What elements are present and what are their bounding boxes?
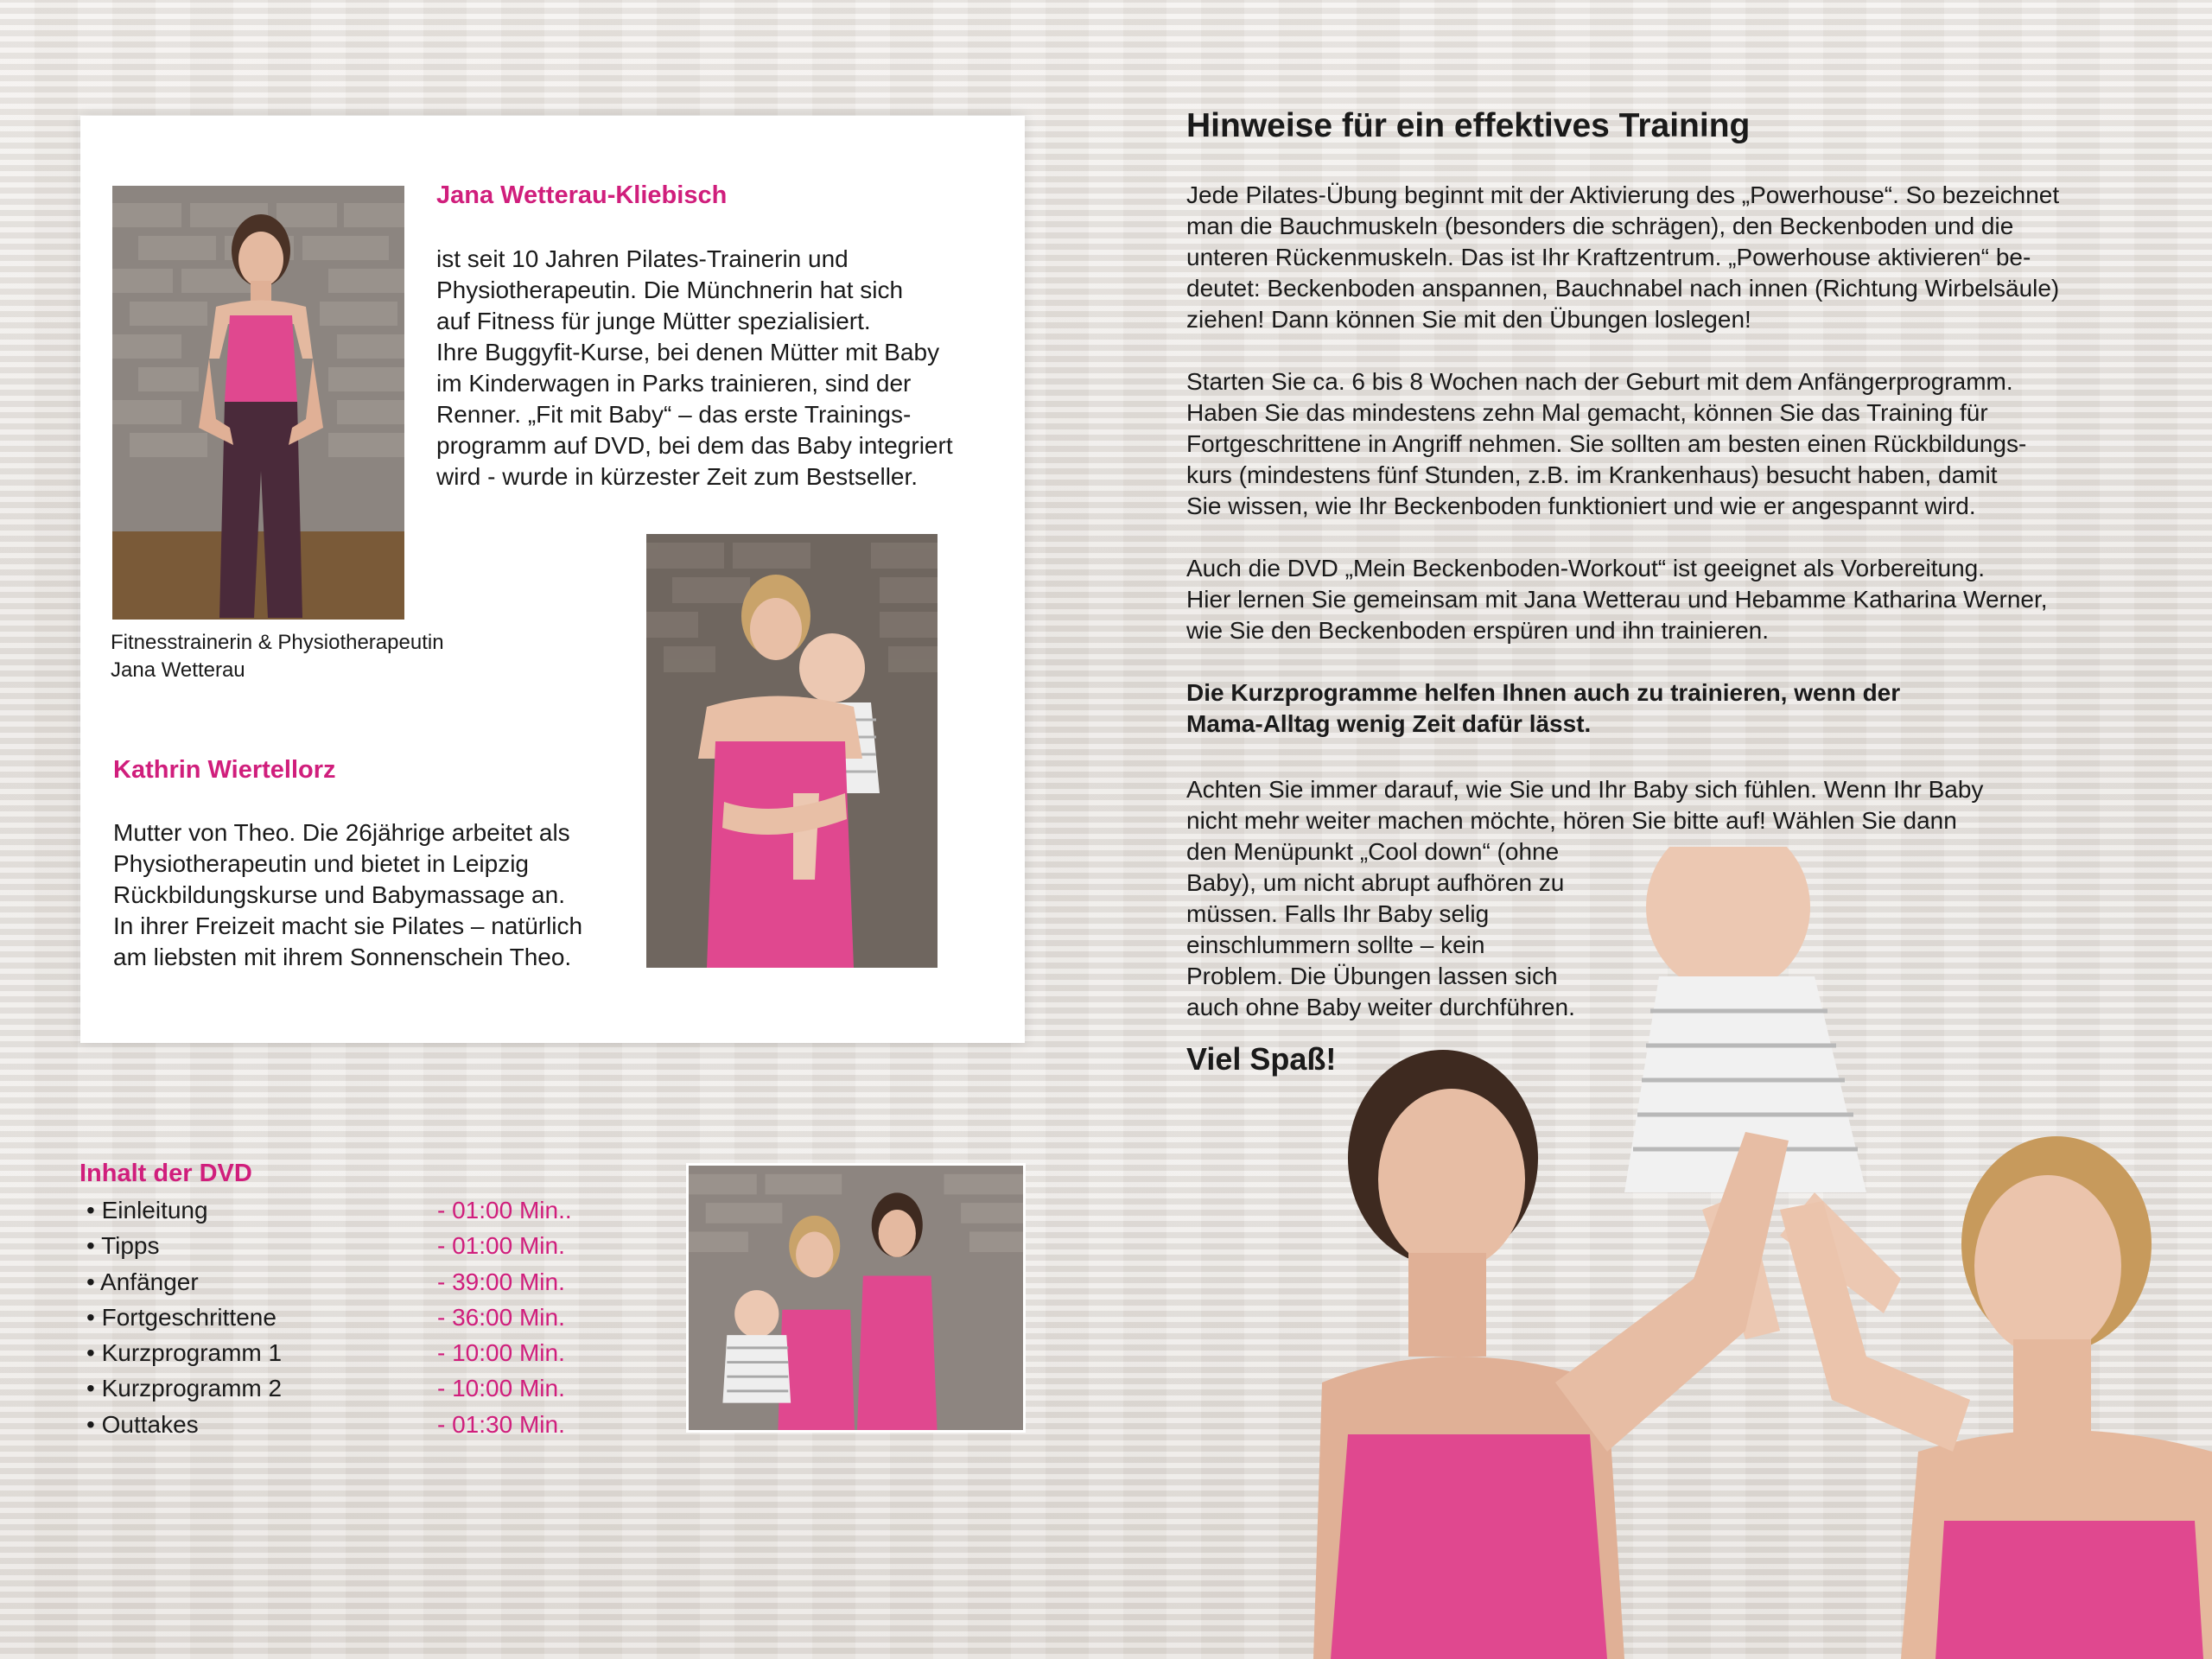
bio-line: Physiotherapeutin und bietet in Leipzig — [113, 850, 530, 877]
trainer2-bio — [113, 817, 582, 973]
dvd-item-name: • Einleitung — [86, 1197, 208, 1224]
photo-kathrin-with-baby — [646, 534, 938, 968]
caption-line: Fitnesstrainerin & Physiotherapeutin — [111, 631, 444, 654]
bio-line: Physiotherapeutin. Die Münchnerin hat sich — [436, 276, 904, 303]
text-line: einschlummern sollte – kein — [1186, 931, 1485, 958]
text-line: müssen. Falls Ihr Baby selig — [1186, 900, 1490, 927]
text-line: den Menüpunkt „Cool down“ (ohne — [1186, 838, 1560, 865]
bio-line: In ihrer Freizeit macht sie Pilates – natürlich — [113, 912, 583, 939]
text-line: Mama-Alltag wenig Zeit dafür lässt. — [1186, 710, 1592, 737]
hints-paragraph-3 — [1186, 553, 2137, 646]
text-line: Baby), um nicht abrupt aufhören zu — [1186, 869, 1565, 896]
dvd-heading: Inhalt der DVD — [79, 1160, 252, 1187]
dvd-item — [86, 1192, 639, 1228]
photo-jana-wetterau — [112, 186, 404, 620]
text-line: man die Bauchmuskeln (besonders die schrägen), den Beckenboden und die — [1186, 213, 2014, 239]
trainer1-bio — [436, 244, 953, 493]
text-line: unteren Rückenmuskeln. Das ist Ihr Kraftzentrum. „Powerhouse aktivieren“ be- — [1186, 244, 2031, 270]
dvd-item-duration: - 01:00 Min. — [437, 1232, 565, 1260]
dvd-item-name: • Kurzprogramm 2 — [86, 1375, 282, 1402]
dvd-item-duration: - 36:00 Min. — [437, 1303, 565, 1331]
text-line: Jede Pilates-Übung beginnt mit der Aktivierung des „Powerhouse“. So bezeichnet — [1186, 181, 2060, 208]
bio-line: programm auf DVD, bei dem das Baby integriert — [436, 432, 953, 459]
hints-paragraph-2 — [1186, 366, 2137, 522]
dvd-item-duration: - 01:30 Min. — [437, 1410, 565, 1438]
text-line: Starten Sie ca. 6 bis 8 Wochen nach der Geburt mit dem Anfängerprogramm. — [1186, 368, 2013, 395]
caption-line: Jana Wetterau — [111, 658, 245, 682]
text-line: wie Sie den Beckenboden erspüren und ihn trainieren. — [1186, 617, 1770, 644]
dvd-item — [86, 1300, 639, 1335]
dvd-item-name: • Anfänger — [86, 1268, 199, 1295]
text-line: Problem. Die Übungen lassen sich — [1186, 963, 1558, 989]
text-line: kurs (mindestens fünf Stunden, z.B. im Krankenhaus) besucht haben, damit — [1186, 461, 1998, 488]
bio-line: ist seit 10 Jahren Pilates-Trainerin und — [436, 245, 849, 272]
photo-caption — [111, 629, 444, 684]
bio-line: Ihre Buggyfit-Kurse, bei denen Mütter mit Baby — [436, 339, 940, 365]
closing-line: Viel Spaß! — [1186, 1041, 1337, 1077]
text-line: Sie wissen, wie Ihr Beckenboden funktioniert und wie er angespannt wird. — [1186, 493, 1976, 519]
dvd-item — [86, 1228, 639, 1263]
text-line: Haben Sie das mindestens zehn Mal gemacht, können Sie das Training für — [1186, 399, 1988, 426]
dvd-item-duration: - 39:00 Min. — [437, 1268, 565, 1295]
hints-paragraph-5 — [1186, 774, 2137, 1023]
trainer1-name: Jana Wetterau-Kliebisch — [436, 181, 728, 209]
text-line: Achten Sie immer darauf, wie Sie und Ihr Baby sich fühlen. Wenn Ihr Baby — [1186, 776, 1984, 803]
dvd-item-name: • Tipps — [86, 1232, 160, 1259]
bio-line: Renner. „Fit mit Baby“ – das erste Trainings- — [436, 401, 912, 428]
text-line: Hier lernen Sie gemeinsam mit Jana Wetterau und Hebamme Katharina Werner, — [1186, 586, 2048, 613]
bio-line: auf Fitness für junge Mütter spezialisiert. — [436, 308, 871, 334]
text-line: Die Kurzprogramme helfen Ihnen auch zu trainieren, wenn der — [1186, 679, 1901, 706]
bio-line: wird - wurde in kürzester Zeit zum Bestseller. — [436, 463, 918, 490]
text-line: auch ohne Baby weiter durchführen. — [1186, 994, 1575, 1020]
dvd-item — [86, 1407, 639, 1442]
dvd-item-name: • Fortgeschrittene — [86, 1304, 276, 1331]
dvd-item-duration: - 10:00 Min. — [437, 1375, 565, 1402]
text-line: Fortgeschrittene in Angriff nehmen. Sie sollten am besten einen Rückbildungs- — [1186, 430, 2027, 457]
hints-paragraph-4 — [1186, 677, 2137, 740]
dvd-item — [86, 1335, 639, 1370]
hints-title: Hinweise für ein effektives Training — [1186, 107, 1751, 144]
trainer2-name: Kathrin Wiertellorz — [113, 756, 336, 784]
photo-group — [686, 1163, 1026, 1433]
dvd-item — [86, 1264, 639, 1300]
text-line: Auch die DVD „Mein Beckenboden-Workout“ ist geeignet als Vorbereitung. — [1186, 555, 1985, 582]
hints-paragraph-1 — [1186, 180, 2137, 335]
dvd-contents-list — [86, 1192, 639, 1442]
bio-line: am liebsten mit ihrem Sonnenschein Theo. — [113, 944, 572, 970]
dvd-item-name: • Kurzprogramm 1 — [86, 1339, 282, 1366]
dvd-item-name: • Outtakes — [86, 1411, 199, 1438]
text-line: nicht mehr weiter machen möchte, hören Sie bitte auf! Wählen Sie dann — [1186, 807, 1957, 834]
bio-line: im Kinderwagen in Parks trainieren, sind der — [436, 370, 912, 397]
text-line: ziehen! Dann können Sie mit den Übungen loslegen! — [1186, 306, 1751, 333]
text-line: deutet: Beckenboden anspannen, Bauchnabel nach innen (Richtung Wirbelsäule) — [1186, 275, 2060, 302]
dvd-item — [86, 1370, 639, 1406]
dvd-item-duration: - 10:00 Min. — [437, 1339, 565, 1367]
bio-line: Mutter von Theo. Die 26jährige arbeitet als — [113, 819, 570, 846]
dvd-item-duration: - 01:00 Min.. — [437, 1197, 572, 1224]
bio-line: Rückbildungskurse und Babymassage an. — [113, 881, 565, 908]
